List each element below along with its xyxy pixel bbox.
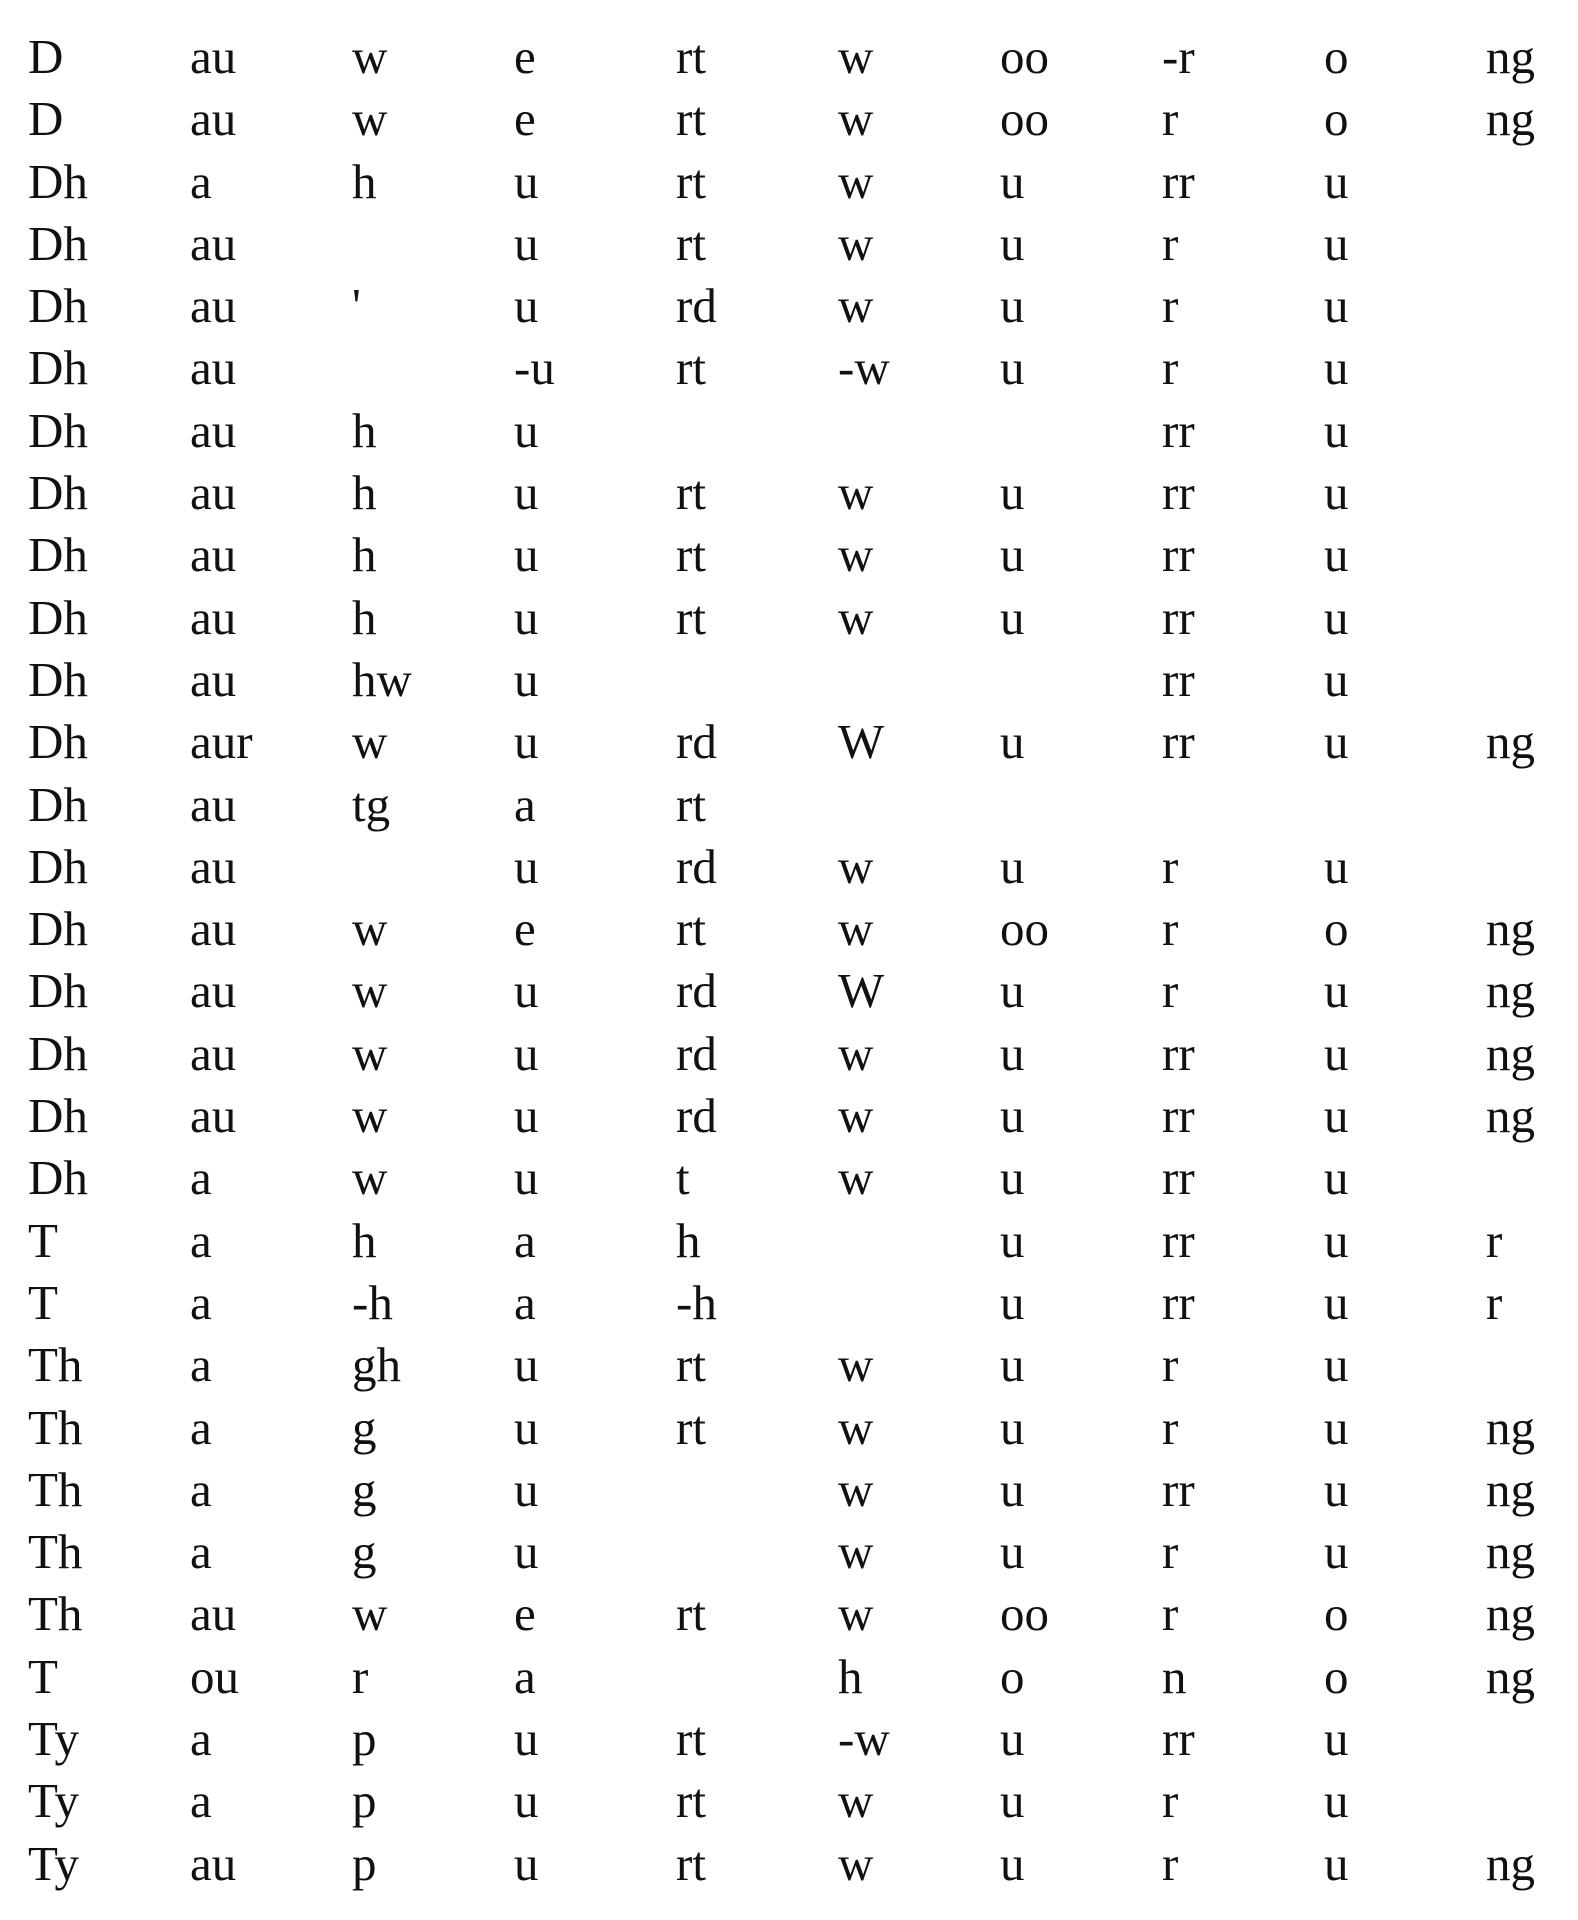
table-cell: u: [514, 1711, 539, 1767]
table-row: [28, 524, 1558, 586]
table-cell: o: [1324, 91, 1349, 147]
table-row: [28, 151, 1558, 213]
table-cell: a: [190, 1274, 212, 1330]
table-cell: u: [1000, 340, 1025, 396]
table-cell: u: [1324, 589, 1349, 645]
table-cell: au: [190, 465, 237, 521]
table-cell: r: [1486, 1212, 1503, 1268]
table-cell: o: [1324, 1586, 1349, 1642]
table-row: [28, 1397, 1558, 1459]
table-cell: rr: [1162, 465, 1195, 521]
table-cell: u: [1000, 153, 1025, 209]
table-cell: h: [352, 465, 377, 521]
table-cell: u: [514, 838, 539, 894]
table-cell: u: [1324, 1399, 1349, 1455]
table-cell: rr: [1162, 153, 1195, 209]
table-cell: h: [352, 527, 377, 583]
table-cell: ng: [1486, 1648, 1535, 1704]
table-cell: r: [1162, 1524, 1179, 1580]
table-cell: a: [190, 1461, 212, 1517]
table-cell: u: [1324, 1711, 1349, 1767]
table-cell: ': [352, 278, 361, 334]
table-cell: u: [1000, 1212, 1025, 1268]
table-cell: w: [352, 1088, 388, 1144]
table-cell: Dh: [28, 340, 88, 396]
table-cell: u: [1000, 465, 1025, 521]
table-cell: au: [190, 1088, 237, 1144]
table-cell: h: [676, 1212, 701, 1268]
table-cell: rr: [1162, 1711, 1195, 1767]
table-cell: r: [1162, 340, 1179, 396]
table-cell: w: [838, 1088, 874, 1144]
table-cell: Th: [28, 1461, 83, 1517]
table-cell: D: [28, 29, 64, 84]
table-cell: u: [1000, 838, 1025, 894]
table-cell: e: [514, 1586, 536, 1642]
table-cell: u: [1000, 1274, 1025, 1330]
table-cell: u: [514, 1835, 539, 1891]
table-cell: u: [1000, 1773, 1025, 1829]
table-cell: u: [1000, 1150, 1025, 1206]
table-row: [28, 88, 1558, 150]
table-cell: w: [352, 1025, 388, 1081]
table-cell: u: [514, 402, 539, 458]
table-cell: w: [838, 278, 874, 334]
table-cell: au: [190, 963, 237, 1019]
table-cell: a: [190, 1212, 212, 1268]
table-cell: Dh: [28, 402, 88, 458]
table-cell: u: [1324, 402, 1349, 458]
table-cell: gh: [352, 1337, 401, 1393]
table-cell: rr: [1162, 527, 1195, 583]
table-cell: rr: [1162, 1025, 1195, 1081]
table-cell: a: [514, 776, 536, 832]
table-cell: u: [1324, 1150, 1349, 1206]
table-cell: Dh: [28, 1088, 88, 1144]
table-cell: rt: [676, 901, 706, 957]
table-cell: T: [28, 1274, 58, 1330]
table-cell: u: [1000, 1711, 1025, 1767]
table-cell: au: [190, 901, 237, 957]
table-cell: a: [190, 1150, 212, 1206]
table-cell: r: [1162, 215, 1179, 271]
table-cell: oo: [1000, 91, 1049, 147]
table-cell: rr: [1162, 402, 1195, 458]
table-cell: u: [514, 278, 539, 334]
table-cell: r: [1162, 1835, 1179, 1891]
table-cell: Th: [28, 1586, 83, 1642]
table-cell: r: [1162, 1586, 1179, 1642]
table-cell: rt: [676, 776, 706, 832]
table-cell: u: [514, 1399, 539, 1455]
table-row: [28, 26, 1558, 88]
table-cell: u: [1324, 340, 1349, 396]
table-cell: -h: [352, 1274, 393, 1330]
table-cell: Ty: [28, 1773, 80, 1829]
table-row: [28, 400, 1558, 462]
table-cell: u: [514, 215, 539, 271]
table-cell: u: [514, 1337, 539, 1393]
table-row: [28, 1210, 1558, 1272]
table-cell: rt: [676, 1337, 706, 1393]
table-cell: hw: [352, 651, 412, 707]
table-cell: u: [1324, 714, 1349, 770]
table-cell: u: [1324, 527, 1349, 583]
table-cell: Dh: [28, 215, 88, 271]
table-cell: u: [514, 1773, 539, 1829]
table-cell: u: [1000, 1337, 1025, 1393]
table-cell: u: [1324, 651, 1349, 707]
table-row: [28, 587, 1558, 649]
table-row: [28, 213, 1558, 275]
table-cell: w: [352, 1586, 388, 1642]
table-cell: a: [514, 1212, 536, 1268]
table-cell: rd: [676, 278, 717, 334]
table-cell: au: [190, 838, 237, 894]
table-cell: u: [1324, 1337, 1349, 1393]
table-cell: u: [1324, 963, 1349, 1019]
table-cell: u: [514, 527, 539, 583]
table-cell: r: [1162, 838, 1179, 894]
table-cell: oo: [1000, 1586, 1049, 1642]
table-cell: w: [838, 1337, 874, 1393]
table-cell: o: [1000, 1648, 1025, 1704]
table-cell: h: [838, 1648, 863, 1704]
table-cell: h: [352, 153, 377, 209]
table-cell: u: [514, 651, 539, 707]
table-cell: w: [838, 1586, 874, 1642]
table-cell: w: [838, 838, 874, 894]
table-cell: u: [1000, 714, 1025, 770]
table-cell: -h: [676, 1274, 717, 1330]
table-cell: w: [838, 1461, 874, 1517]
table-row: [28, 275, 1558, 337]
table-row: [28, 1646, 1558, 1708]
table-cell: g: [352, 1524, 377, 1580]
table-cell: -w: [838, 340, 890, 396]
table-cell: u: [1324, 1212, 1349, 1268]
table-cell: au: [190, 402, 237, 458]
table-cell: t: [676, 1150, 690, 1206]
table-cell: rt: [676, 589, 706, 645]
table-cell: rr: [1162, 589, 1195, 645]
table-cell: u: [1000, 963, 1025, 1019]
table-cell: Dh: [28, 589, 88, 645]
table-cell: u: [1324, 153, 1349, 209]
table-cell: a: [190, 1399, 212, 1455]
table-cell: w: [838, 29, 874, 84]
table-cell: u: [1324, 1773, 1349, 1829]
table-cell: w: [838, 589, 874, 645]
table-row: [28, 1459, 1558, 1521]
table-cell: u: [1000, 1524, 1025, 1580]
table-row: [28, 1147, 1558, 1209]
table-cell: a: [190, 1773, 212, 1829]
table-cell: w: [838, 153, 874, 209]
table-row: [28, 1085, 1558, 1147]
table-cell: ng: [1486, 1524, 1535, 1580]
table-cell: u: [1000, 1025, 1025, 1081]
table-cell: r: [1162, 1399, 1179, 1455]
table-cell: rr: [1162, 1212, 1195, 1268]
table-cell: Ty: [28, 1835, 80, 1891]
table-row: [28, 1833, 1558, 1895]
table-cell: ng: [1486, 1835, 1535, 1891]
table-cell: u: [514, 465, 539, 521]
table-cell: rt: [676, 527, 706, 583]
table-cell: rd: [676, 1088, 717, 1144]
table-cell: w: [838, 1025, 874, 1081]
table-cell: oo: [1000, 901, 1049, 957]
table-cell: g: [352, 1399, 377, 1455]
table-cell: ng: [1486, 1399, 1535, 1455]
table-row: [28, 1023, 1558, 1085]
table-cell: rd: [676, 714, 717, 770]
table-cell: rt: [676, 465, 706, 521]
table-cell: Dh: [28, 838, 88, 894]
table-cell: u: [1324, 1524, 1349, 1580]
table-cell: w: [352, 963, 388, 1019]
table-cell: rr: [1162, 1150, 1195, 1206]
table-cell: u: [514, 714, 539, 770]
table-cell: Dh: [28, 278, 88, 334]
table-cell: e: [514, 91, 536, 147]
table-cell: au: [190, 776, 237, 832]
table-cell: -u: [514, 340, 555, 396]
table-cell: -r: [1162, 29, 1195, 84]
table-cell: Th: [28, 1337, 83, 1393]
table-cell: u: [1000, 1461, 1025, 1517]
table-cell: au: [190, 527, 237, 583]
table-cell: Dh: [28, 651, 88, 707]
word-table: [28, 26, 1558, 1895]
table-cell: Dh: [28, 1150, 88, 1206]
table-cell: u: [1324, 1025, 1349, 1081]
table-cell: p: [352, 1773, 377, 1829]
table-cell: rt: [676, 1399, 706, 1455]
table-cell: r: [1162, 1337, 1179, 1393]
table-row: [28, 1272, 1558, 1334]
table-cell: T: [28, 1212, 58, 1268]
table-cell: ng: [1486, 963, 1535, 1019]
table-cell: u: [1324, 1835, 1349, 1891]
table-cell: p: [352, 1835, 377, 1891]
table-cell: u: [1000, 527, 1025, 583]
table-cell: u: [1324, 1088, 1349, 1144]
table-cell: rt: [676, 1586, 706, 1642]
table-cell: au: [190, 215, 237, 271]
table-cell: au: [190, 589, 237, 645]
table-row: [28, 1583, 1558, 1645]
table-row: [28, 337, 1558, 399]
table-cell: rt: [676, 91, 706, 147]
table-cell: Th: [28, 1524, 83, 1580]
table-cell: u: [1324, 1461, 1349, 1517]
table-cell: r: [1162, 91, 1179, 147]
table-cell: ng: [1486, 1461, 1535, 1517]
table-cell: Dh: [28, 776, 88, 832]
table-cell: W: [838, 963, 885, 1019]
table-row: [28, 1708, 1558, 1770]
table-cell: u: [514, 1150, 539, 1206]
table-cell: o: [1324, 1648, 1349, 1704]
table-cell: Dh: [28, 901, 88, 957]
table-cell: u: [1324, 278, 1349, 334]
table-cell: Dh: [28, 153, 88, 209]
table-cell: ou: [190, 1648, 239, 1704]
table-cell: u: [514, 963, 539, 1019]
table-cell: w: [838, 465, 874, 521]
table-cell: Dh: [28, 963, 88, 1019]
table-cell: Th: [28, 1399, 83, 1455]
table-cell: u: [1000, 1399, 1025, 1455]
table-cell: u: [1324, 215, 1349, 271]
table-cell: h: [352, 589, 377, 645]
table-cell: Dh: [28, 527, 88, 583]
table-row: [28, 960, 1558, 1022]
table-cell: a: [190, 1524, 212, 1580]
table-cell: e: [514, 29, 536, 84]
table-cell: u: [514, 1524, 539, 1580]
table-cell: rd: [676, 963, 717, 1019]
table-cell: au: [190, 29, 237, 84]
table-cell: T: [28, 1648, 58, 1704]
table-cell: e: [514, 901, 536, 957]
table-cell: Dh: [28, 465, 88, 521]
table-cell: rt: [676, 1773, 706, 1829]
table-cell: au: [190, 340, 237, 396]
table-cell: rd: [676, 1025, 717, 1081]
table-cell: ng: [1486, 91, 1535, 147]
table-cell: Dh: [28, 714, 88, 770]
table-cell: r: [1162, 963, 1179, 1019]
table-cell: w: [352, 1150, 388, 1206]
table-cell: D: [28, 91, 64, 147]
table-cell: w: [838, 1773, 874, 1829]
table-cell: a: [190, 153, 212, 209]
table-cell: w: [838, 527, 874, 583]
table-cell: w: [838, 215, 874, 271]
table-cell: n: [1162, 1648, 1187, 1704]
table-cell: r: [1162, 1773, 1179, 1829]
table-cell: a: [190, 1337, 212, 1393]
table-cell: w: [352, 901, 388, 957]
table-cell: rr: [1162, 1274, 1195, 1330]
table-cell: Dh: [28, 1025, 88, 1081]
table-cell: u: [514, 1088, 539, 1144]
table-cell: rt: [676, 340, 706, 396]
table-cell: w: [838, 1835, 874, 1891]
table-cell: rt: [676, 215, 706, 271]
table-cell: rt: [676, 1711, 706, 1767]
table-cell: o: [1324, 29, 1349, 84]
table-cell: Ty: [28, 1711, 80, 1767]
table-cell: u: [1324, 1274, 1349, 1330]
table-row: [28, 1334, 1558, 1396]
table-cell: rr: [1162, 651, 1195, 707]
table-cell: ng: [1486, 29, 1535, 84]
table-cell: o: [1324, 901, 1349, 957]
table-row: [28, 1770, 1558, 1832]
table-row: [28, 462, 1558, 524]
table-cell: au: [190, 91, 237, 147]
table-cell: au: [190, 278, 237, 334]
table-cell: h: [352, 1212, 377, 1268]
table-cell: a: [190, 1711, 212, 1767]
table-cell: a: [514, 1648, 536, 1704]
table-cell: w: [838, 901, 874, 957]
table-cell: u: [1000, 1088, 1025, 1144]
table-cell: ng: [1486, 1586, 1535, 1642]
table-cell: u: [1000, 278, 1025, 334]
table-cell: au: [190, 1025, 237, 1081]
table-row: [28, 836, 1558, 898]
table-cell: w: [838, 91, 874, 147]
table-row: [28, 711, 1558, 773]
table-cell: rt: [676, 1835, 706, 1891]
table-cell: u: [1324, 838, 1349, 894]
table-cell: aur: [190, 714, 253, 770]
table-cell: u: [514, 1461, 539, 1517]
table-cell: tg: [352, 776, 391, 832]
table-cell: w: [352, 91, 388, 147]
table-cell: u: [1000, 215, 1025, 271]
table-cell: ng: [1486, 1088, 1535, 1144]
table-cell: a: [514, 1274, 536, 1330]
table-cell: r: [352, 1648, 369, 1704]
table-cell: w: [838, 1399, 874, 1455]
table-cell: w: [352, 29, 388, 84]
table-cell: p: [352, 1711, 377, 1767]
table-cell: rt: [676, 153, 706, 209]
table-cell: au: [190, 1586, 237, 1642]
table-cell: W: [838, 714, 885, 770]
table-cell: r: [1162, 278, 1179, 334]
table-cell: r: [1162, 901, 1179, 957]
table-cell: rd: [676, 838, 717, 894]
table-cell: u: [514, 589, 539, 645]
table-row: [28, 774, 1558, 836]
table-cell: au: [190, 651, 237, 707]
table-cell: r: [1486, 1274, 1503, 1330]
table-cell: u: [1000, 1835, 1025, 1891]
table-cell: au: [190, 1835, 237, 1891]
table-cell: u: [1324, 465, 1349, 521]
table-cell: w: [838, 1524, 874, 1580]
table-row: [28, 898, 1558, 960]
table-cell: g: [352, 1461, 377, 1517]
table-row: [28, 649, 1558, 711]
table-cell: u: [514, 153, 539, 209]
table-cell: rr: [1162, 1088, 1195, 1144]
table-cell: w: [352, 714, 388, 770]
table-cell: -w: [838, 1711, 890, 1767]
table-cell: ng: [1486, 714, 1535, 770]
table-cell: w: [838, 1150, 874, 1206]
table-cell: oo: [1000, 29, 1049, 84]
table-cell: rt: [676, 29, 706, 84]
table-cell: rr: [1162, 714, 1195, 770]
table-cell: h: [352, 402, 377, 458]
table-cell: u: [514, 1025, 539, 1081]
table-row: [28, 1521, 1558, 1583]
table-cell: ng: [1486, 1025, 1535, 1081]
table-cell: u: [1000, 589, 1025, 645]
table-cell: rr: [1162, 1461, 1195, 1517]
table-cell: ng: [1486, 901, 1535, 957]
